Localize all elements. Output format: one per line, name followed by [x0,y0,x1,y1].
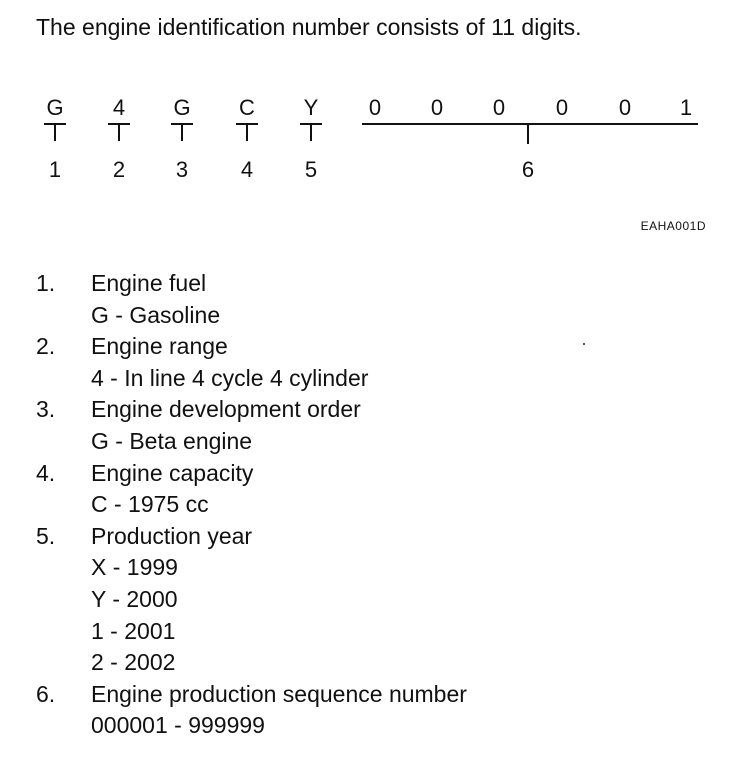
item-value: G - Beta engine [91,427,253,454]
code-char-9: 0 [555,95,569,120]
item-number: 2. [36,333,56,360]
position-number-5: 5 [304,157,318,182]
marker-stem-1 [54,124,56,141]
item-value: G - Gasoline [91,301,221,328]
code-char-8: 0 [492,95,506,120]
code-char-5: Y [303,95,319,120]
marker-stem-4 [246,124,248,141]
marker-stem-3 [181,124,183,141]
legend-list [36,268,467,742]
item-number: 3. [36,396,56,423]
sequence-bar [362,123,698,125]
code-char-3: G [173,95,191,120]
code-char-2: 4 [112,95,126,120]
item-title: Production year [91,522,253,549]
position-number-6: 6 [521,157,535,182]
position-number-2: 2 [112,157,126,182]
position-number-3: 3 [175,157,189,182]
item-title: Engine capacity [91,459,254,486]
code-char-10: 0 [618,95,632,120]
item-value: Y - 2000 [91,585,178,612]
item-number: 1. [36,270,56,296]
item-title: Engine production sequence number [91,680,467,707]
code-char-11: 1 [679,95,693,120]
item-title: Engine development order [91,396,361,423]
item-number: 6. [36,680,56,707]
scan-speck [583,343,585,345]
code-char-1: G [46,95,64,120]
item-value: 2 - 2002 [91,649,176,676]
list-item-1 [36,268,467,331]
item-value: C - 1975 cc [91,491,209,518]
item-value: 1 - 2001 [91,617,176,644]
code-char-4: C [239,95,255,120]
position-number-1: 1 [48,157,62,182]
code-char-7: 0 [430,95,444,120]
marker-stem-5 [310,124,312,141]
figure-code: EAHA001D [640,219,706,233]
item-number: 4. [36,459,56,486]
item-number: 5. [36,522,56,549]
list-item-3 [36,394,467,457]
code-char-6: 0 [368,95,382,120]
position-number-4: 4 [240,157,254,182]
list-item-4 [36,458,467,521]
marker-stem-2 [118,124,120,141]
item-value: 4 - In line 4 cycle 4 cylinder [91,364,369,391]
sequence-stem [527,124,529,144]
list-item-2 [36,331,467,394]
item-value: 000001 - 999999 [91,712,265,739]
page-heading: The engine identification number consists of 11 digits. [36,14,582,40]
item-title: Engine range [91,333,228,360]
item-title: Engine fuel [91,270,207,296]
list-item-6 [36,679,467,742]
item-value: X - 1999 [91,554,178,581]
list-item-5 [36,521,467,679]
